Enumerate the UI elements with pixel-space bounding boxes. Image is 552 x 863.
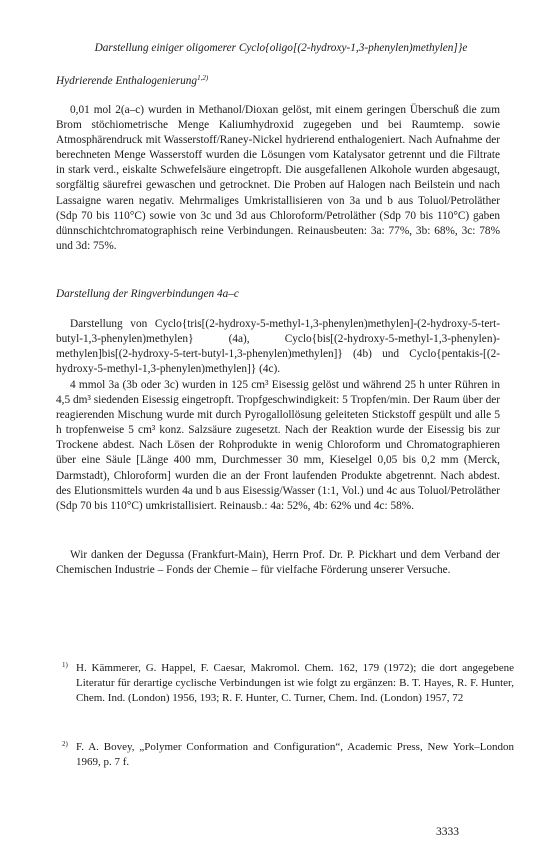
footnote-mark: 2) xyxy=(62,740,68,748)
footnote-mark: 1) xyxy=(62,661,68,669)
page-number: 3333 xyxy=(436,826,459,838)
paragraph-enthalogenierung: 0,01 mol 2(a–c) wurden in Methanol/Dioxan gelöst, mit einem geringen Überschuß die zum Brom stöchiometrische Menge Kaliumhydroxid zugegeben und bei Raumtemp. sowie Atmosphärendruck mit Wasserstoff/Raney-Nickel hydrierend enthalogeniert. Nach Aufnahme der berechneten Menge Wasserstoff wurden die Lösungen vom Katalysator getrennt und die Filtrate in stark verd., eiskalte Schwefelsäure eingetropft. Die ausgefallenen Alkohole wurden abgesaugt, sorgfältig säurefrei gewaschen und getrocknet. Die Proben auf Halogen nach Beilstein und nach Lassaigne waren negativ. Mehrmaliges Umkristallisieren von 3a und b aus Toluol/Petroläther (Sdp 70 bis 110°C) sowie von 3c und 3d aus Chloroform/Petroläther (Sdp 70 bis 110°C) gaben dünnschichtchromatographisch reine Verbindungen. Reinausbeuten: 3a: 77%, 3b: 68%, 3c: 78% und 3d: 75%. xyxy=(56,104,500,252)
section-heading-hydrierende xyxy=(56,74,208,87)
paragraph-procedure: 4 mmol 3a (3b oder 3c) wurden in 125 cm³ Eisessig gelöst und während 25 h unter Rühren in 4,5 dm³ siedenden Eisessig eingetropft. Tropfgeschwindigkeit: 5 Tropfen/min. Der Raum über der reagierenden Mischung wurde mit durch Pyrogallollösung geleiteten Stickstoff gespült und alle 5 h tropfenweise 5 cm³ konz. Salzsäure zugesetzt. Nach der Reaktion wurde der Eisessig bis zur Trockene abdest. Nach Lösen der Rohprodukte in wenig Chloroform und Chromatographieren über eine Säule [Länge 400 mm, Durchmesser 30 mm, Kieselgel 0,05 bis 0,2 mm (Merck, Darmstadt), Chloroform] wurden die an der Front laufenden Produkte abgetrennt. Nach abdest. des Elutionsmittels wurden 4a und b aus Eisessig/Wasser (1:1, Vol.) und 4c aus Toluol/Petroläther (Sdp 70 bis 110°C) umkristallisiert. Reinausb.: 4a: 52%, 4b: 62% und 4c: 58%. xyxy=(56,379,500,512)
section-heading-text: Hydrierende Enthalogenierung xyxy=(56,75,198,87)
section-heading-ringverbindungen: Darstellung der Ringverbindungen 4a–c xyxy=(56,288,239,300)
footnote-2 xyxy=(62,737,514,770)
paragraph-darstellung-names: Darstellung von Cyclo{tris[(2-hydroxy-5-methyl-1,3-phenylen)methylen]-(2-hydroxy-5-tert-butyl-1,3-phenylen)methylen} (4a), Cyclo{bis[(2-hydroxy-5-methyl-1,3-phenylen)-methylen]bis[(2-hydroxy-5-tert-butyl-1,3-phenylen)methylen]} (4b) und Cyclo{pentakis-[(2-hydroxy-5-methyl-1,3-phenylen)methylen]} (4c). xyxy=(56,318,500,376)
footnote-1 xyxy=(62,658,514,705)
footnote-text: H. Kämmerer, G. Happel, F. Caesar, Makromol. Chem. 162, 179 (1972); die dort angegebene Literatur für derartige cyclische Verbindungen ist wie folgt zu ergänzen: B. T. Hayes, R. F. Hunter, Chem. Ind. (London) 1956, 193; R. F. Hunter, C. Turner, Chem. Ind. (London) 1957, 72 xyxy=(76,662,514,704)
acknowledgement: Wir danken der Degussa (Frankfurt-Main), Herrn Prof. Dr. P. Pickhart und dem Verband der Chemischen Industrie – Fonds der Chemie – für vielfache Förderung unserer Versuche. xyxy=(56,549,500,577)
section-heading-footnote-ref: 1,2) xyxy=(197,74,209,82)
running-head: Darstellung einiger oligomerer Cyclo{oligo[(2-hydroxy-1,3-phenylen)methylen]}e xyxy=(94,42,468,54)
footnote-text: F. A. Bovey, „Polymer Conformation and Configuration“, Academic Press, New York–London 1969, p. 7 f. xyxy=(76,741,514,768)
